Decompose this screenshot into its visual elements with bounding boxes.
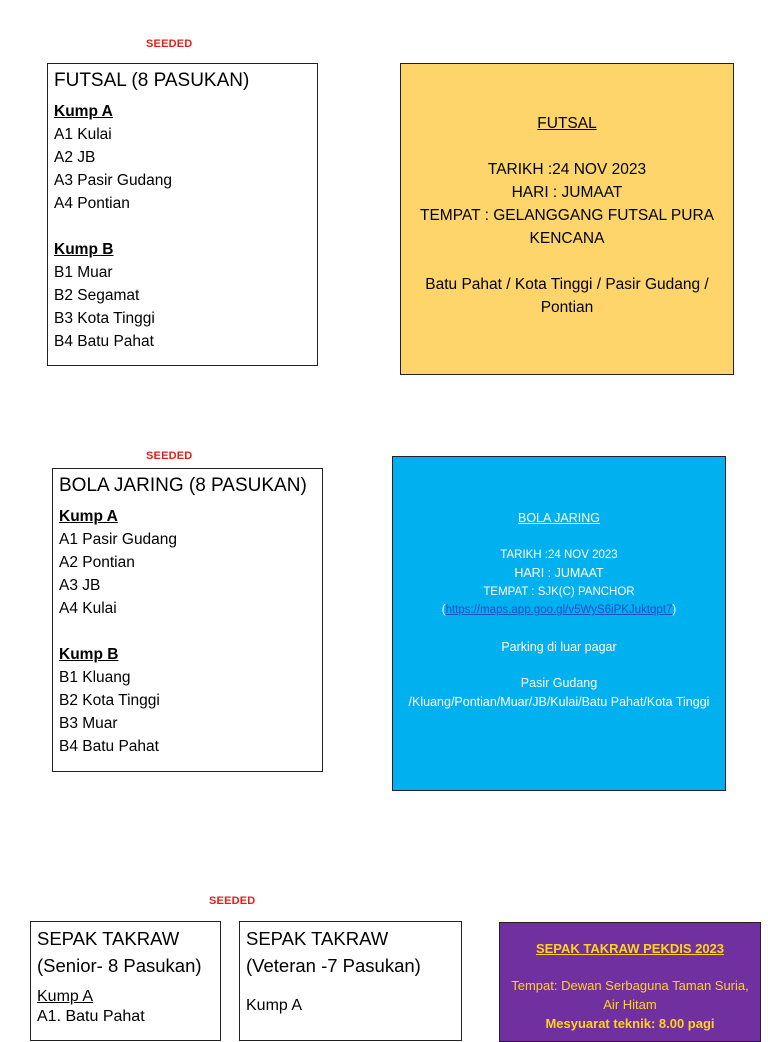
futsal-info-date: TARIKH :24 NOV 2023 [487,161,647,178]
futsal-group-a-item: A4 Pontian [54,195,130,212]
bola-jaring-info-panel [392,456,726,791]
sepak-takraw-senior-item: A1. Batu Pahat [37,1008,145,1025]
bola-jaring-info-day: HARI : JUMAAT [514,566,604,580]
bola-jaring-group-b-item: B2 Kota Tinggi [59,692,160,709]
futsal-info-panel [400,63,734,375]
futsal-group-a-title: Kump A [54,103,113,120]
futsal-group-b-item: B3 Kota Tinggi [54,310,155,327]
seeded-label: SEEDED [146,450,193,462]
futsal-group-b-item: B1 Muar [54,264,113,281]
bola-jaring-group-b-item: B1 Kluang [59,669,131,686]
sepak-takraw-senior-title-2: (Senior- 8 Pasukan) [37,955,202,976]
futsal-group-b-title: Kump B [54,241,114,258]
futsal-group-a-item: A2 JB [54,149,96,166]
bola-jaring-title: BOLA JARING (8 PASUKAN) [59,475,307,496]
sepak-takraw-veteran-title-1: SEPAK TAKRAW [246,928,389,949]
bola-jaring-group-a-title: Kump A [59,508,118,525]
bola-jaring-info-heading: BOLA JARING [518,511,600,525]
bola-jaring-group-b-item: B4 Batu Pahat [59,738,159,755]
bola-jaring-group-b-item: B3 Muar [59,715,118,732]
bola-jaring-group-a-item: A3 JB [59,577,101,594]
sepak-takraw-info-heading: SEPAK TAKRAW PEKDIS 2023 [535,941,725,956]
bola-jaring-link-open: ( [441,604,446,616]
futsal-teams-box [47,63,318,366]
bola-jaring-group-b-title: Kump B [59,646,119,663]
futsal-info-day: HARI : JUMAAT [511,184,623,201]
futsal-info-teams: Batu Pahat / Kota Tinggi / Pasir Gudang / Pontian [425,276,709,316]
futsal-info-heading: FUTSAL [537,115,597,132]
sepak-takraw-info-venue: Tempat: Dewan Serbaguna Taman Suria, Air Hitam [511,978,749,1012]
futsal-group-a-item: A1 Kulai [54,126,112,143]
futsal-info-venue: TEMPAT : GELANGGANG FUTSAL PURA KENCANA [420,207,714,247]
sepak-takraw-veteran-box [239,921,462,1041]
sepak-takraw-senior-group-title: Kump A [37,988,94,1005]
bola-jaring-info-teams-2: /Kluang/Pontian/Muar/JB/Kulai/Batu Pahat/Kota Tinggi [408,694,710,709]
sepak-takraw-info-panel [499,922,761,1042]
futsal-group-a-item: A3 Pasir Gudang [54,172,173,189]
bola-jaring-info-date: TARIKH :24 NOV 2023 [500,548,618,561]
futsal-title: FUTSAL (8 PASUKAN) [54,70,250,91]
seeded-label: SEEDED [146,38,193,50]
seeded-label: SEEDED [209,895,256,907]
bola-jaring-info-parking: Parking di luar pagar [501,639,617,654]
futsal-group-b-item: B4 Batu Pahat [54,333,154,350]
sepak-takraw-senior-title-1: SEPAK TAKRAW [37,928,180,949]
bola-jaring-info-teams-1: Pasir Gudang [520,676,598,690]
bola-jaring-group-a-item: A2 Pontian [59,554,135,571]
sepak-takraw-senior-box [30,921,221,1041]
bola-jaring-info-venue: TEMPAT : SJK(C) PANCHOR [483,585,635,598]
sepak-takraw-info-cutoff: Mesyuarat teknik: 8.00 pagi [545,1016,715,1031]
bola-jaring-teams-box [52,468,323,772]
bola-jaring-link-close: ) [672,604,677,616]
sepak-takraw-veteran-title-2: (Veteran -7 Pasukan) [246,955,421,976]
bola-jaring-group-a-item: A1 Pasir Gudang [59,531,178,548]
futsal-group-b-item: B2 Segamat [54,287,140,304]
map-link[interactable]: https://maps.app.goo.gl/v5WyS6iPKJuktqpt7 [445,604,673,616]
sepak-takraw-veteran-group-title: Kump A [246,997,303,1014]
bola-jaring-group-a-item: A4 Kulai [59,600,117,617]
